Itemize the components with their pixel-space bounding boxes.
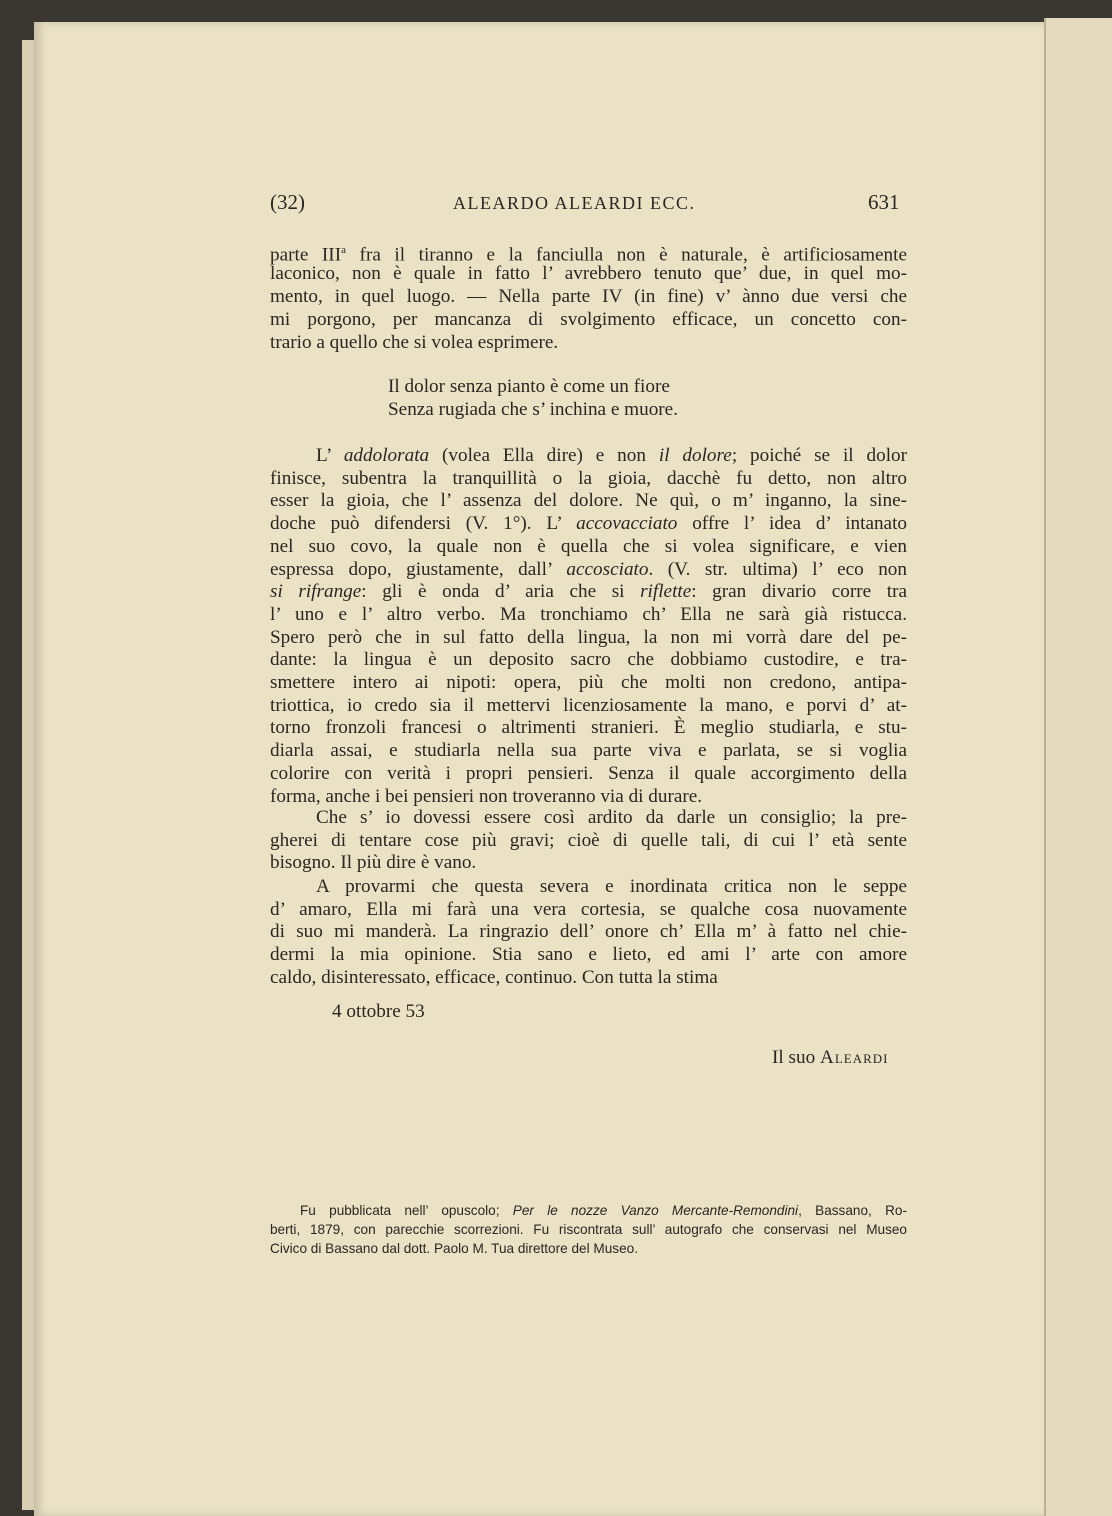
text-segment: fra il tiranno e la fanciulla non è naturale, è artificiosamente	[345, 244, 907, 266]
paragraph-line	[270, 603, 907, 626]
text-segment: triottica, io credo sia il mettervi licenziosamente la mano, e porvi d’ at-	[270, 694, 907, 716]
text-segment: torno fronzoli francesi o altrimenti stranieri. È meglio studiarla, e stu-	[270, 717, 907, 739]
paragraph-line	[270, 580, 907, 603]
letter-date: 4 ottobre 53	[332, 1001, 425, 1022]
text-segment: mento, in quel luogo. — Nella parte IV (in fine) v’ ànno due versi che	[270, 286, 907, 307]
text-segment: colorire con verità i propri pensieri. Senza il quale accorgimento della	[270, 762, 907, 784]
footnote-line	[270, 1220, 907, 1239]
text-segment: Civico di Bassano dal dott. Paolo M. Tua direttore del Museo.	[270, 1241, 638, 1256]
paragraph-line	[270, 239, 907, 266]
paragraph-line	[270, 626, 907, 649]
text-segment: smettere intero ai nipoti: opera, più che molti non credono, antipa-	[270, 672, 907, 693]
italic-text: accovacciato	[576, 513, 678, 535]
text-segment: Fu pubblicata nell’ opuscolo;	[300, 1203, 513, 1218]
signature-prefix: Il suo	[772, 1047, 816, 1068]
text-segment: forma, anche i bei pensieri non troveranno via di durare.	[270, 785, 703, 807]
text-segment: dermi la mia opinione. Stia sano e lieto, ed ami l’ arte con amore	[270, 944, 907, 966]
paragraph-line	[270, 762, 907, 785]
italic-text: accosciato	[566, 558, 649, 580]
paragraph-line	[270, 966, 907, 989]
text-segment: : gli è onda d’ aria che si	[361, 581, 641, 603]
paragraph-line	[316, 806, 907, 829]
paragraph-line	[316, 444, 907, 467]
paragraph-line	[270, 648, 907, 671]
text-segment: Che s’ io dovessi essere così ardito da darle un consiglio; la pre-	[316, 807, 907, 828]
text-segment: l’ uno e l’ altro verbo. Ma tronchiamo ch’ Ella ne sarà già ristucca.	[270, 603, 907, 625]
paragraph-line	[270, 467, 907, 490]
footnote-line	[300, 1201, 907, 1220]
paragraph-line	[270, 739, 907, 762]
footnote-line	[270, 1239, 907, 1258]
text-segment: laconico, non è quale in fatto l’ avrebbero tenuto que’ due, in quel mo-	[270, 263, 907, 284]
paragraph-line	[270, 943, 907, 966]
text-segment: ; poiché se il dolor	[731, 445, 908, 466]
paragraph-line	[270, 920, 907, 943]
paragraph-line	[270, 308, 907, 331]
text-segment: berti, 1879, con parecchie scorrezioni. Fu riscontrata sull’ autografo che conservasi nel Museo	[270, 1222, 907, 1237]
text-segment: mi porgono, per mancanza di svolgimento efficace, un concetto con-	[270, 309, 907, 330]
paragraph-line	[270, 285, 907, 308]
text-segment: offre l’ idea d’ intanato	[677, 513, 907, 535]
paragraph-line	[270, 558, 907, 581]
signature	[772, 1046, 888, 1069]
text-segment: di suo mi manderà. La ringrazio dell’ onore ch’ Ella m’ à fatto nel chie-	[270, 921, 907, 943]
text-segment: Spero però che in sul fatto della lingua, la non mi vorrà dare del pe-	[270, 626, 907, 648]
text-segment: L’	[316, 445, 344, 466]
text-segment: caldo, disinteressato, efficace, continuo. Con tutta la stima	[270, 966, 718, 988]
italic-text: il dolore	[658, 445, 732, 466]
text-segment: espressa dopo, giustamente, dall’	[270, 558, 567, 580]
facing-page-edge	[1044, 18, 1112, 1516]
text-segment: d’ amaro, Ella mi farà una vera cortesia, se qualche cosa nuovamente	[270, 898, 907, 920]
text-segment: , Bassano, Ro-	[798, 1203, 907, 1218]
paragraph-line	[270, 898, 907, 921]
verse-line: Il dolor senza pianto è come un fiore	[388, 376, 670, 397]
text-segment: dante: la lingua è un deposito sacro che dobbiamo custodire, e tra-	[270, 649, 907, 671]
italic-text: addolorata	[343, 445, 430, 466]
paragraph-line	[270, 512, 907, 535]
text-segment: : gran divario corre tra	[691, 581, 907, 603]
paragraph-line	[270, 785, 907, 808]
running-title: ALEARDO ALEARDI ECC.	[453, 193, 696, 213]
paragraph-line	[270, 851, 907, 874]
text-segment: trario a quello che si volea esprimere.	[270, 332, 559, 353]
text-segment: doche può difendersi (V. 1°). L’	[270, 513, 577, 535]
paragraph-line	[270, 331, 907, 354]
paragraph-line	[270, 489, 907, 512]
text-segment: finisce, subentra la tranquillità o la gioia, dacchè fu detto, non altro	[270, 467, 907, 489]
italic-text: riflette	[640, 581, 692, 603]
text-segment: bisogno. Il più dire è vano.	[270, 852, 477, 874]
text-segment: nel suo covo, la quale non è quella che si volea significare, e vien	[270, 535, 907, 557]
text-segment: (volea Ella dire) e non	[429, 445, 659, 466]
paragraph-line	[270, 829, 907, 852]
text-segment: diarla assai, e studiarla nella sua parte viva e parlata, se si voglia	[270, 740, 907, 762]
italic-text: si rifrange	[270, 581, 362, 603]
paragraph-line	[270, 671, 907, 694]
paragraph-line	[270, 262, 907, 285]
paragraph-line	[316, 875, 907, 898]
text-segment: a	[341, 244, 346, 256]
text-segment: . (V. str. ultima) l’ eco non	[648, 558, 907, 580]
text-segment: esser la gioia, che l’ assenza del dolore. Ne quì, o m’ inganno, la sine-	[270, 490, 907, 512]
text-segment: gherei di tentare cose più gravi; cioè di quelle tali, di cui l’ età sente	[270, 829, 907, 851]
paragraph-line	[270, 694, 907, 717]
signature-name: Aleardi	[819, 1047, 889, 1068]
italic-text: Per le nozze Vanzo Mercante-Remondini	[512, 1203, 799, 1218]
text-segment: parte III	[270, 244, 342, 266]
paragraph-line	[270, 535, 907, 558]
page-section-number: (32)	[270, 190, 305, 214]
text-segment: A provarmi che questa severa e inordinata critica non le seppe	[316, 876, 907, 897]
verse-line: Senza rugiada che s’ inchina e muore.	[388, 399, 678, 420]
paragraph-line	[270, 716, 907, 739]
page-number: 631	[868, 190, 900, 214]
